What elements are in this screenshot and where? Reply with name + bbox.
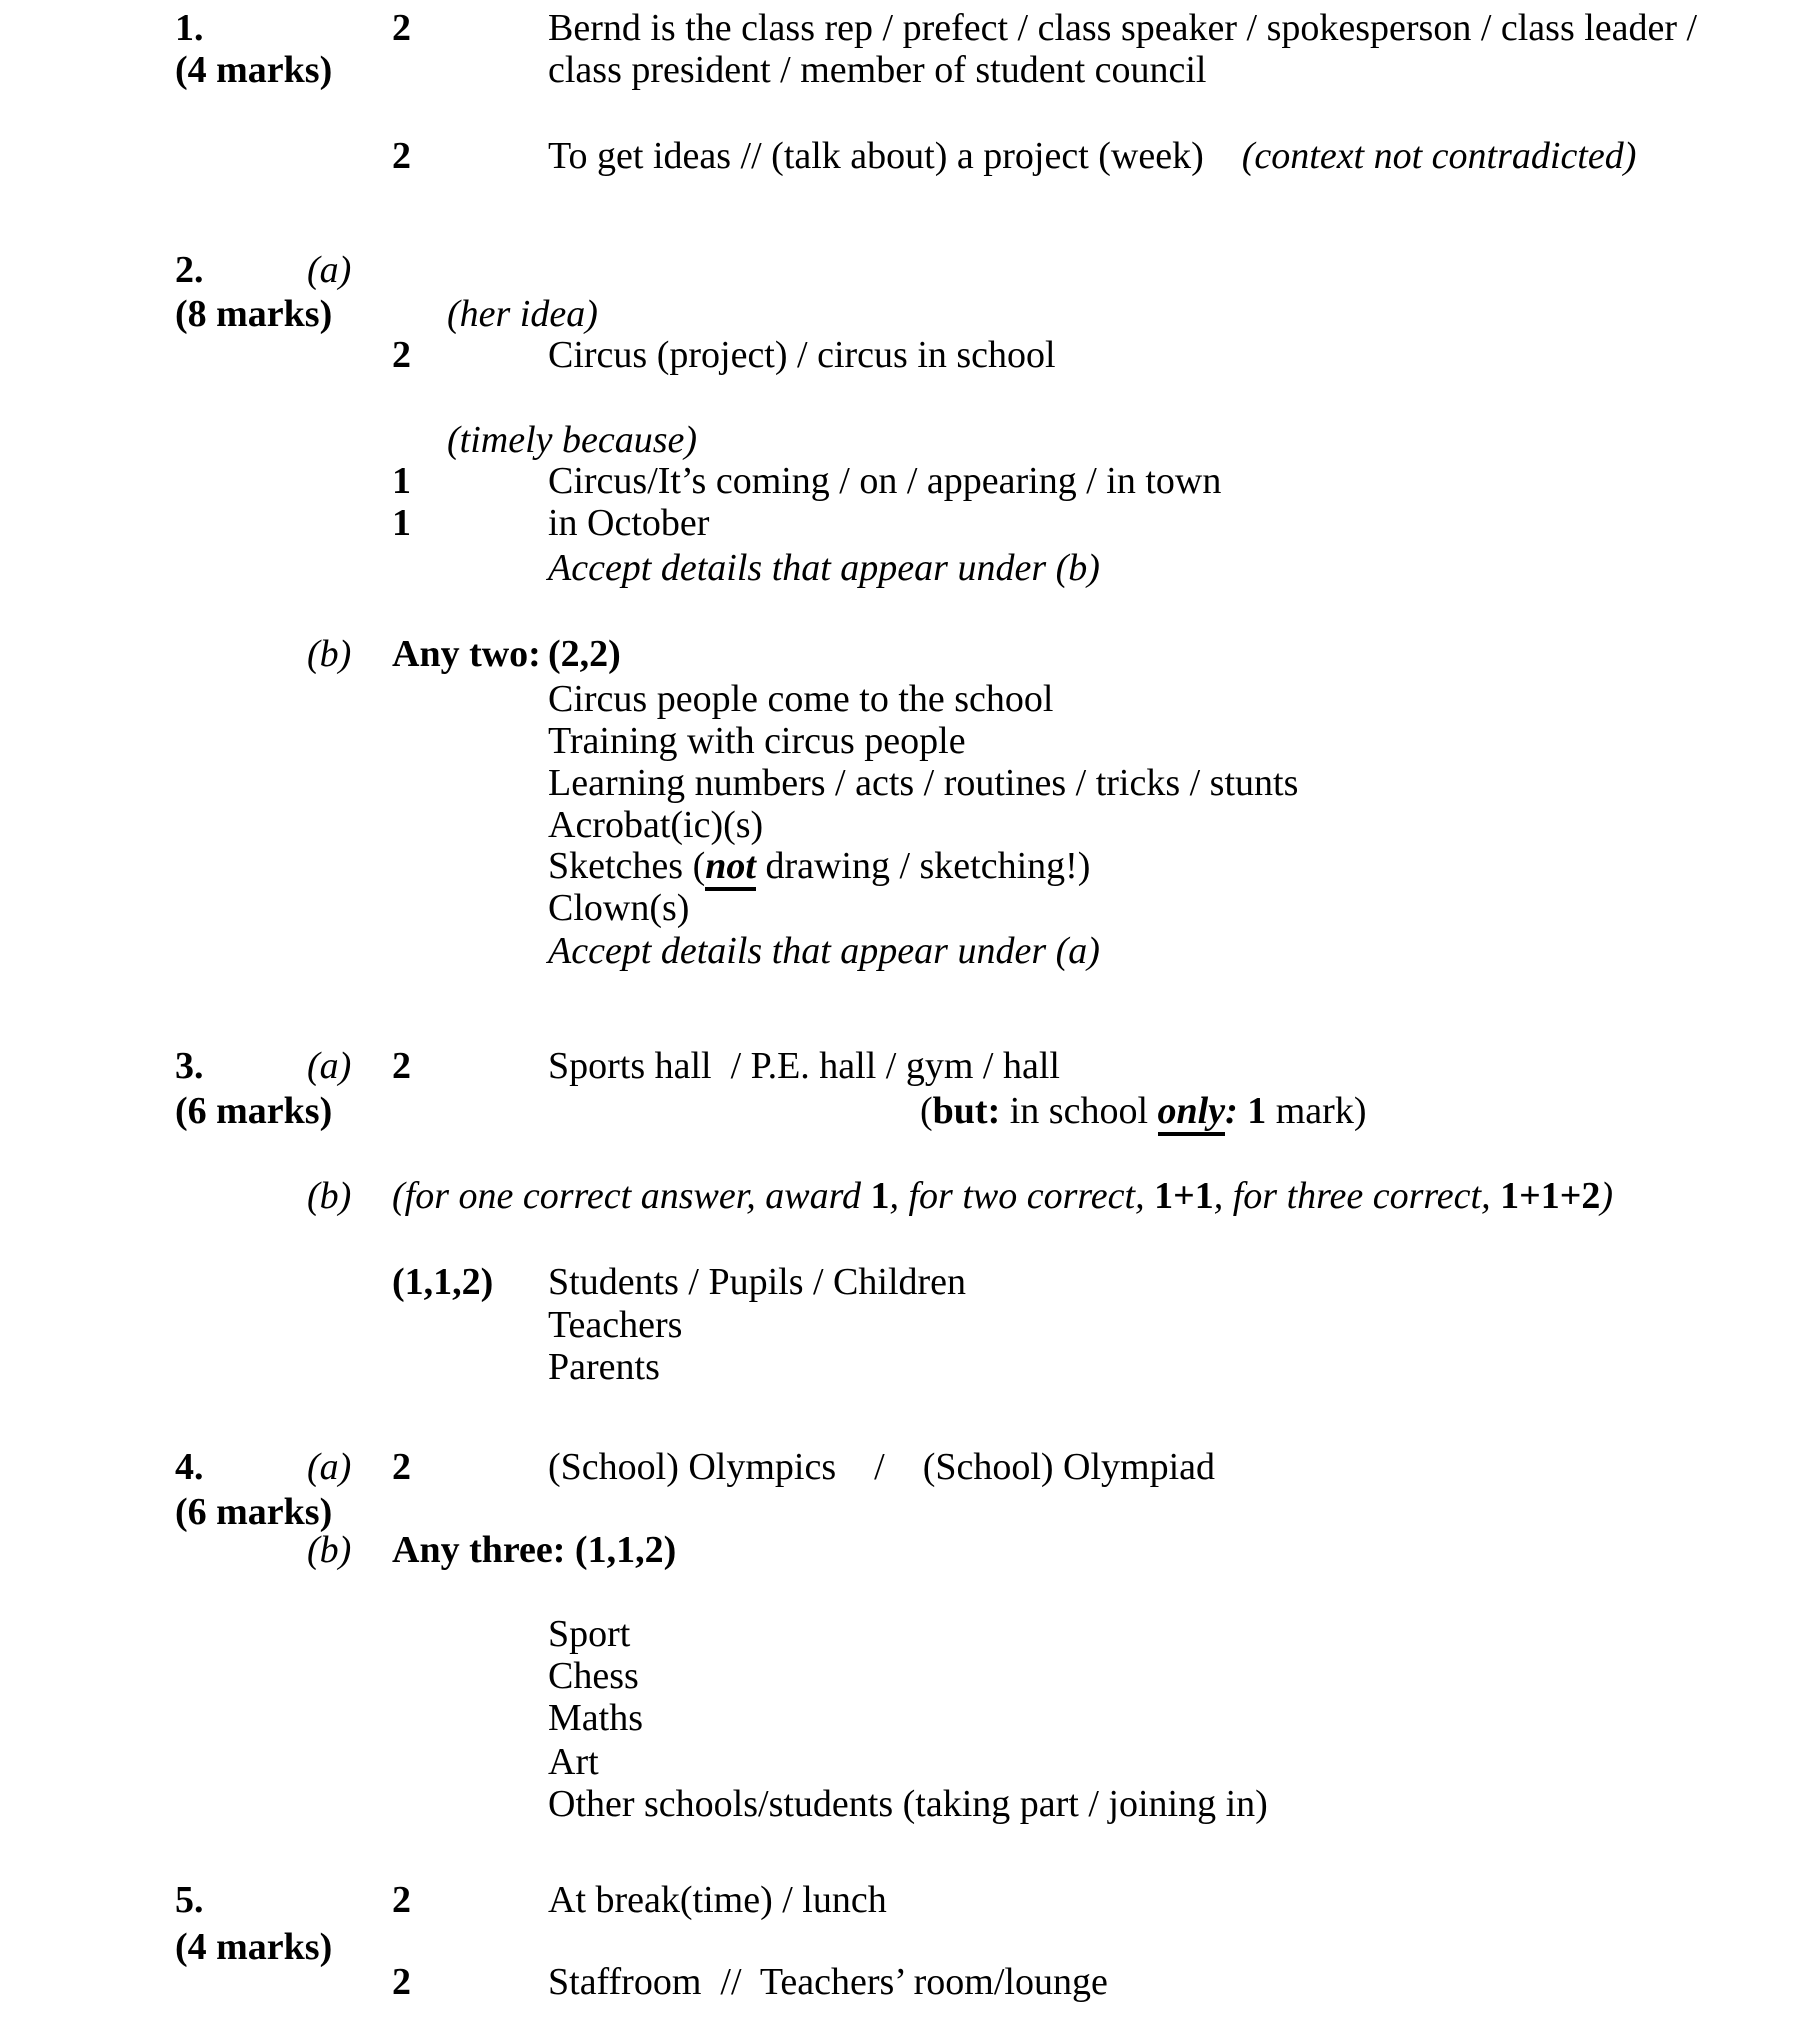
- note-text: Accept details that appear under (b): [548, 547, 1100, 589]
- q4b-row-1: [0, 1528, 1818, 1572]
- text-column: [307, 1445, 351, 1489]
- answer-text: Training with circus people: [548, 720, 966, 762]
- text-column: [392, 632, 541, 676]
- marks-award: 2: [392, 1961, 411, 2003]
- part-letter: (a): [307, 1446, 352, 1488]
- text-column: [447, 418, 697, 462]
- text-column: [548, 48, 1207, 92]
- text-column: [447, 292, 598, 336]
- q1-row-1: [0, 6, 1818, 50]
- text-column: [548, 1782, 1268, 1826]
- text-column: [175, 292, 332, 336]
- text-column: [548, 459, 1221, 503]
- note-text: , for three correct,: [1213, 1175, 1501, 1217]
- text-column: [175, 48, 332, 92]
- answer-text: At break(time) / lunch: [548, 1879, 887, 1921]
- q2b-row-1: [0, 632, 1818, 676]
- note-text: ): [1600, 1175, 1614, 1217]
- marks-award: 2: [392, 1045, 411, 1087]
- text-column: [392, 1528, 676, 1572]
- q3b-row-4: [0, 1345, 1818, 1389]
- text-column: [548, 6, 1697, 50]
- q3b-row-2: [0, 1260, 1818, 1304]
- q5-row-1: [0, 1878, 1818, 1922]
- text-column: [548, 1044, 1060, 1088]
- answer-text: Parents: [548, 1346, 660, 1388]
- note-text: Accept details that appear under (a): [548, 930, 1100, 972]
- text-column: [548, 1696, 643, 1740]
- q3b-row-1: [0, 1174, 1818, 1218]
- marks-award: 1: [870, 1175, 890, 1217]
- marks-total: (8 marks): [175, 293, 333, 335]
- marks-total: (6 marks): [175, 1090, 333, 1132]
- q2-row-4: [0, 418, 1818, 462]
- q2b-row-5: [0, 803, 1818, 847]
- question-number: 1.: [175, 7, 204, 49]
- q2-row-7: [0, 546, 1818, 590]
- q2-row-5: [0, 459, 1818, 503]
- answer-text: Acrobat(ic)(s): [548, 804, 764, 846]
- text-column: [392, 1174, 1613, 1218]
- text-column: [307, 1044, 351, 1088]
- note-text: [1238, 1090, 1248, 1132]
- text-column: [175, 1878, 204, 1922]
- marks-award: (2,2): [548, 633, 621, 675]
- marks-award: 2: [392, 7, 411, 49]
- text-column: [548, 929, 1100, 973]
- text-column: [548, 761, 1298, 805]
- q1-row-2: [0, 48, 1818, 92]
- answer-text: in October: [548, 502, 710, 544]
- emphasis-text: only: [1158, 1090, 1226, 1136]
- q2-row-3: [0, 333, 1818, 377]
- text-column: [548, 1612, 630, 1656]
- marks-award: (1,1,2): [392, 1261, 494, 1303]
- text-column: [307, 248, 351, 292]
- marks-award: 2: [392, 1879, 411, 1921]
- answer-text: To get ideas // (talk about) a project (week): [548, 135, 1242, 177]
- part-letter: (b): [307, 1529, 352, 1571]
- marks-award: 1+1: [1154, 1175, 1214, 1217]
- marks-total: (6 marks): [175, 1491, 333, 1533]
- answer-text: Students / Pupils / Children: [548, 1261, 967, 1303]
- q2b-row-4: [0, 761, 1818, 805]
- q1-row-3: [0, 134, 1818, 178]
- text-column: [307, 1174, 351, 1218]
- text-column: [548, 844, 1090, 888]
- text-column: [392, 333, 411, 377]
- question-number: 5.: [175, 1879, 204, 1921]
- answer-text: Other schools/students (taking part / joining in): [548, 1783, 1268, 1825]
- emphasis-text: :: [1225, 1090, 1238, 1132]
- text-column: [548, 803, 763, 847]
- marks-award: 1+1+2: [1500, 1175, 1601, 1217]
- text-column: [548, 677, 1054, 721]
- answer-text: Sketches (: [548, 845, 706, 887]
- marks-award: Any three: (1,1,2): [392, 1529, 677, 1571]
- q3-row-1: [0, 1044, 1818, 1088]
- text-column: [392, 134, 411, 178]
- text-column: [548, 501, 709, 545]
- answer-text: Sport: [548, 1613, 631, 1655]
- q2b-row-2: [0, 677, 1818, 721]
- q2-row-6: [0, 501, 1818, 545]
- answer-text: Chess: [548, 1655, 639, 1697]
- text-column: [307, 632, 351, 676]
- question-number: 2.: [175, 249, 204, 291]
- q5-row-3: [0, 1960, 1818, 2004]
- note-text: , for two correct,: [889, 1175, 1155, 1217]
- text-column: [548, 1960, 1108, 2004]
- question-number: 4.: [175, 1446, 204, 1488]
- marks-award: 1: [392, 460, 411, 502]
- q4b-row-5: [0, 1740, 1818, 1784]
- q4b-row-6: [0, 1782, 1818, 1826]
- q4b-row-2: [0, 1612, 1818, 1656]
- text-column: [392, 1445, 411, 1489]
- answer-text: Staffroom // Teachers’ room/lounge: [548, 1961, 1108, 2003]
- text-column: [175, 1445, 204, 1489]
- q3b-row-3: [0, 1303, 1818, 1347]
- text-column: [548, 1260, 966, 1304]
- note-text: in school: [1000, 1090, 1158, 1132]
- text-column: [175, 1044, 204, 1088]
- text-column: [392, 1960, 411, 2004]
- q2-row-1: [0, 248, 1818, 292]
- text-column: [548, 1654, 639, 1698]
- text-column: [392, 459, 411, 503]
- q2b-row-3: [0, 719, 1818, 763]
- text-column: [175, 1089, 332, 1133]
- text-column: [548, 632, 621, 676]
- answer-text: Teachers: [548, 1304, 683, 1346]
- question-number: 3.: [175, 1045, 204, 1087]
- answer-text: Learning numbers / acts / routines / tricks / stunts: [548, 762, 1299, 804]
- answer-text: Circus people come to the school: [548, 678, 1054, 720]
- q3-row-2: [0, 1089, 1818, 1133]
- marks-award: Any two:: [392, 633, 541, 675]
- answer-text: Art: [548, 1741, 599, 1783]
- text-column: [392, 6, 411, 50]
- part-letter: (a): [307, 1045, 352, 1087]
- note-text: mark): [1266, 1090, 1367, 1132]
- note-text: (for one correct answer, award: [392, 1175, 871, 1217]
- q4-row-1: [0, 1445, 1818, 1489]
- text-column: [548, 886, 689, 930]
- emphasis-text: not: [705, 845, 756, 891]
- answer-text: Bernd is the class rep / prefect / class speaker / spokesperson / class leader /: [548, 7, 1698, 49]
- text-column: [548, 134, 1636, 178]
- answer-text: class president / member of student council: [548, 49, 1207, 91]
- note-text: (: [920, 1090, 933, 1132]
- q4b-row-3: [0, 1654, 1818, 1698]
- answer-text: Sports hall / P.E. hall / gym / hall: [548, 1045, 1060, 1087]
- text-column: [392, 1044, 411, 1088]
- text-column: [548, 1303, 682, 1347]
- text-column: [548, 1345, 660, 1389]
- text-column: [548, 1740, 599, 1784]
- text-column: [548, 546, 1100, 590]
- note-text: (context not contradicted): [1241, 135, 1637, 177]
- marks-award: 2: [392, 1446, 411, 1488]
- text-column: [392, 1878, 411, 1922]
- text-column: [548, 719, 966, 763]
- part-letter: (b): [307, 633, 352, 675]
- q2-row-2: [0, 292, 1818, 336]
- text-column: [392, 1260, 493, 1304]
- marks-total: (4 marks): [175, 49, 333, 91]
- text-column: [548, 333, 1056, 377]
- note-text: (her idea): [447, 293, 598, 335]
- text-column: [548, 1445, 1215, 1489]
- marks-award: 2: [392, 135, 411, 177]
- answer-text: Circus (project) / circus in school: [548, 334, 1056, 376]
- answer-text: Circus/It’s coming / on / appearing / in town: [548, 460, 1222, 502]
- text-column: [307, 1528, 351, 1572]
- marks-award: 2: [392, 334, 411, 376]
- text-column: [175, 6, 204, 50]
- q2b-row-8: [0, 929, 1818, 973]
- part-letter: (a): [307, 249, 352, 291]
- answer-text: Maths: [548, 1697, 643, 1739]
- text-column: [548, 1878, 887, 1922]
- text-column: [920, 1089, 1366, 1133]
- part-letter: (b): [307, 1175, 352, 1217]
- marks-award: 1: [1247, 1090, 1267, 1132]
- answer-text: (School) Olympics / (School) Olympiad: [548, 1446, 1216, 1488]
- q4b-row-4: [0, 1696, 1818, 1740]
- text-column: [392, 501, 411, 545]
- q2b-row-7: [0, 886, 1818, 930]
- emphasis-text: but:: [932, 1090, 1001, 1132]
- answer-text: drawing / sketching!): [755, 845, 1091, 887]
- marks-total: (4 marks): [175, 1926, 333, 1968]
- marks-award: 1: [392, 502, 411, 544]
- note-text: (timely because): [447, 419, 698, 461]
- q2b-row-6: [0, 844, 1818, 888]
- text-column: [175, 248, 204, 292]
- answer-text: Clown(s): [548, 887, 690, 929]
